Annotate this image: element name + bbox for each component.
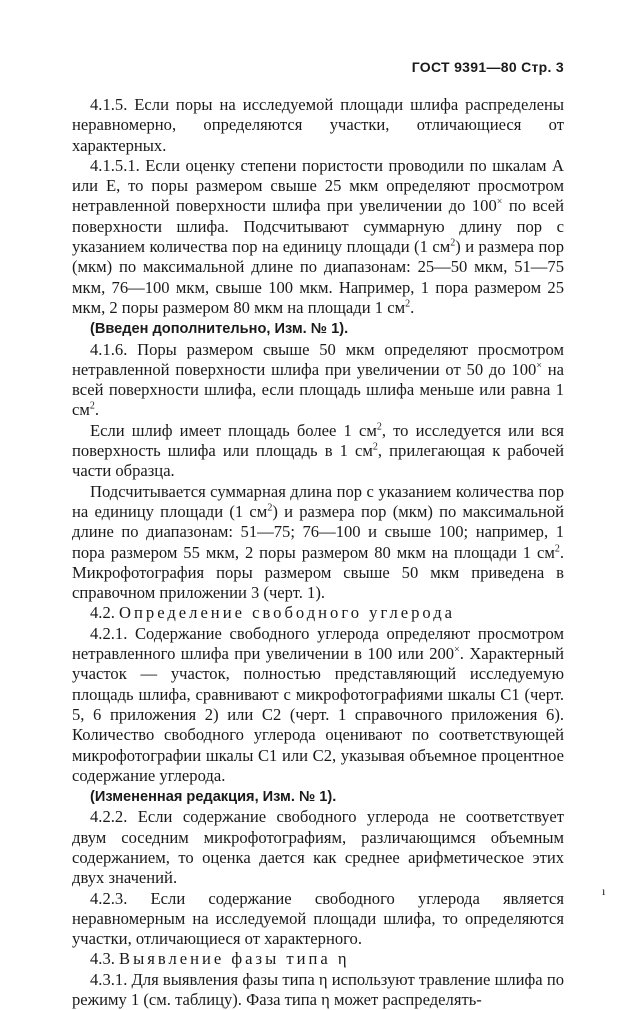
text-segment: .	[94, 400, 100, 420]
multiplication-mark: ×	[496, 196, 503, 208]
amendment-note-added: (Введен дополнительно, Изм. № 1).	[90, 321, 349, 338]
section-heading-4-3	[72, 949, 564, 969]
multiplication-mark: ×	[536, 360, 542, 372]
paragraph-4-2-3: 4.2.3. Если содержание свободного углерода является неравномерным на исследуемой площади шлифа, то определяются участки, отличающиеся от характерного.	[72, 888, 564, 949]
text-segment: Если шлиф имеет площадь более 1 см	[90, 420, 377, 440]
superscript: 2	[450, 237, 456, 249]
text-segment: ) и размера пор (мкм) по максимальной длине по диапазонам: 51—75; 76—100 и свыше 100; например, 1 пора размером 55 мкм, 2 поры размером 80 мкм на площади 1 см	[72, 501, 565, 562]
page-header: ГОСТ 9391—80 Стр. 3	[411, 59, 564, 75]
paragraph-4-2-2: 4.2.2. Если содержание свободного углерода не соответствует двум соседним микрофотографиям, различающимся объемным содержанием, то оценка дается как среднее арифметическое этих двух значений.	[72, 807, 564, 888]
section-title: Выявление фазы типа η	[119, 949, 350, 969]
text-segment: по всей поверхности шлифа. Подсчитывают суммарную длину пор с указанием количества пор на единицу площади (1 см	[72, 196, 564, 257]
text-segment: 4.2.1. Содержание свободного углерода определяют просмотром нетравленного шлифа при увеличении в 100 или 200	[72, 623, 564, 664]
section-number: 4.3.	[90, 949, 115, 969]
text-segment: 4.1.6. Поры размером свыше 50 мкм определяют просмотром нетравленной поверхности шлифа при увеличении от 50 до 100	[72, 339, 564, 379]
superscript: 2	[554, 543, 560, 554]
superscript: 2	[89, 400, 95, 412]
paragraph-4-3-1: 4.3.1. Для выявления фазы типа η используют травление шлифа по режиму 1 (см. таблицу). Фаза типа η может распределять-	[72, 969, 564, 1010]
paragraph-4-1-6	[72, 340, 564, 421]
superscript: 2	[372, 441, 378, 453]
text-segment: на всей поверхности шлифа, если площадь шлифа меньше или равна 1 см	[72, 359, 564, 420]
section-heading-4-2	[72, 603, 564, 623]
text-segment: .	[410, 297, 415, 317]
superscript: 2	[376, 421, 382, 433]
paragraph-4-1-5-1	[72, 156, 564, 318]
text-segment: . Микрофотография поры размером свыше 50 мкм приведена в справочном приложении 3 (черт. 1).	[72, 542, 564, 603]
text-segment: . Характерный участок — участок, полностью представляющий исследуемую площадь шлифа, сравнивают с микрофотографиями шкалы С1 (черт. 5, 6 приложения 2) или С2 (черт. 1 справочного приложения 6). Количество свободного углерода оценивают по соответствующей микрофотографии шкалы С1 или С2, указывая объемное процентное содержание углерода.	[72, 644, 564, 785]
amendment-note-revised: (Измененная редакция, Изм. № 1).	[90, 789, 337, 806]
text-segment: ) и размера пор (мкм) по максимальной длине по диапазонам: 25—50 мкм, 51—75 мкм, 76—100 мкм, свыше 100 мкм. Например, 1 пора размером 25 мкм, 2 поры размером 80 мкм на площади 1 см	[72, 237, 564, 317]
paragraph-4-2-1	[72, 624, 564, 786]
section-number: 4.2.	[90, 603, 115, 623]
scan-speck: ı	[602, 884, 606, 898]
superscript: 2	[267, 502, 273, 514]
multiplication-mark: ×	[454, 644, 460, 656]
paragraph-area-over-1cm2	[72, 421, 564, 482]
text-segment: Подсчитывается суммарная длина пор с указанием количества пор на единицу площади (1 см	[72, 481, 564, 521]
superscript: 2	[405, 298, 411, 310]
text-segment: 4.1.5.1. Если оценку степени пористости проводили по шкалам А или Е, то поры размером свыше 25 мкм определяют просмотром нетравленной поверхности шлифа при увеличении до 100	[72, 155, 564, 216]
document-body	[72, 95, 564, 1010]
paragraph-4-1-5: 4.1.5. Если поры на исследуемой площади шлифа распределены неравномерно, определяются участки, отличающиеся от характерных.	[72, 95, 564, 155]
paragraph-pore-count	[72, 482, 564, 604]
section-title: Определение свободного углерода	[119, 603, 456, 623]
text-segment: , то исследуется или вся поверхность шлифа или площадь в 1 см	[72, 420, 564, 461]
text-segment: , прилегающая к рабочей части образца.	[72, 441, 564, 481]
